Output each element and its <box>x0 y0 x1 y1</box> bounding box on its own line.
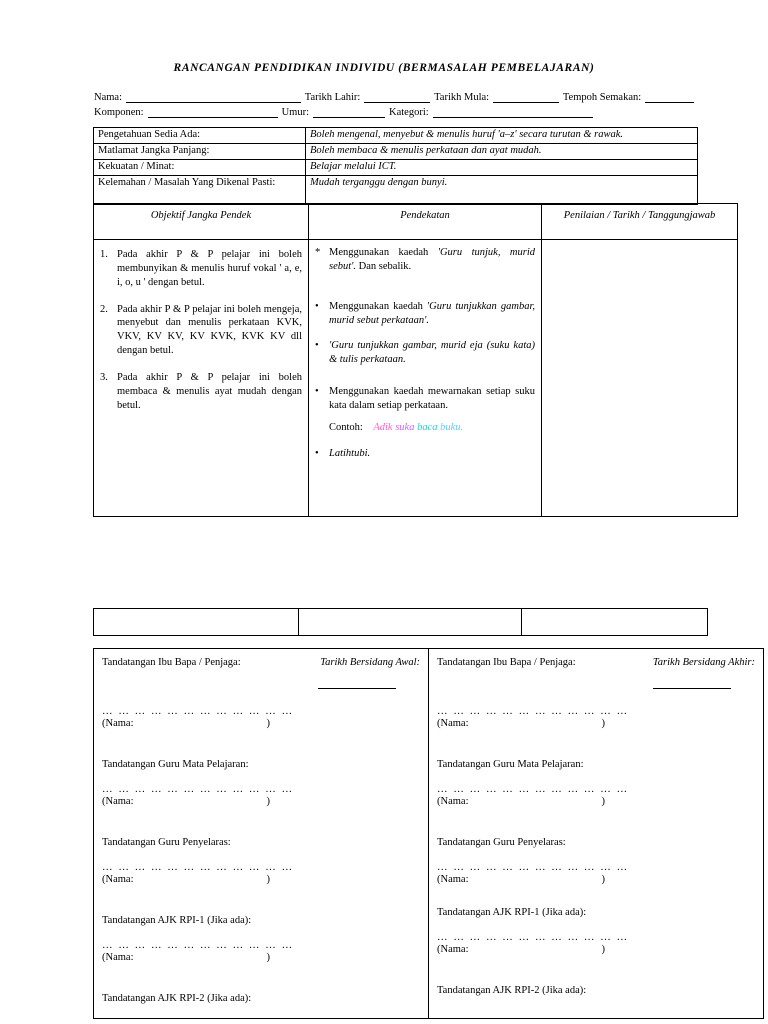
objective-text: Pada akhir P & P pelajar ini boleh membaca & menulis ayat mudah dengan betul. <box>117 372 302 411</box>
signature-title: Tandatangan Guru Mata Pelajaran: <box>102 759 249 770</box>
approach-text <box>329 246 535 274</box>
info-value: Belajar melalui ICT. <box>306 160 698 176</box>
komponen-label: Komponen: <box>94 107 144 118</box>
signature-column-right <box>429 649 764 1019</box>
example-label: Contoh: <box>329 421 363 433</box>
approach-cell <box>309 240 542 517</box>
approach-text: Latihtubi. <box>329 447 371 459</box>
umur-input[interactable] <box>313 106 385 118</box>
column-header-penilaian: Penilaian / Tarikh / Tanggungjawab <box>542 204 738 240</box>
objective-number: 1. <box>100 249 108 260</box>
signature-dotted-line[interactable]: … … … … … … … … … … … … <box>437 784 629 795</box>
tarikh-mula-label: Tarikh Mula: <box>434 92 490 103</box>
table-header-row <box>94 204 738 240</box>
signature-title: Tandatangan Guru Penyelaras: <box>437 837 566 848</box>
signature-block-coordinator <box>437 837 755 885</box>
info-value: Mudah terganggu dengan bunyi. <box>306 176 698 205</box>
name-field[interactable] <box>102 952 270 963</box>
example-word-3: baca <box>417 421 438 433</box>
tempoh-semakan-label: Tempoh Semakan: <box>562 92 642 103</box>
signature-title: Tandatangan AJK RPI-1 (Jika ada): <box>102 915 252 926</box>
signature-heading <box>102 657 420 668</box>
name-label: (Nama: <box>437 874 469 885</box>
signature-dotted-line[interactable]: … … … … … … … … … … … … <box>437 706 629 717</box>
empty-strip-table <box>93 608 708 636</box>
name-field[interactable] <box>102 796 270 807</box>
name-close: ) <box>601 874 605 885</box>
example-word-2: suka <box>395 421 415 433</box>
bullet-marker: • <box>315 300 319 312</box>
name-close: ) <box>266 952 270 963</box>
date-input[interactable] <box>318 678 396 689</box>
date-label: Tarikh Bersidang Akhir: <box>652 657 755 668</box>
kategori-input[interactable] <box>433 106 593 118</box>
signature-block-coordinator <box>102 837 420 885</box>
main-table <box>93 203 738 517</box>
signature-title: Tandatangan AJK RPI-2 (Jika ada): <box>437 985 587 996</box>
column-header-objektif: Objektif Jangka Pendek <box>94 204 309 240</box>
strip-cell-3[interactable] <box>522 609 708 636</box>
list-item <box>315 339 535 367</box>
signature-heading <box>102 837 420 848</box>
signature-title: Tandatangan AJK RPI-1 (Jika ada): <box>437 907 587 918</box>
table-row <box>94 144 698 160</box>
identity-row-1 <box>94 88 698 103</box>
signature-column-left <box>94 649 429 1019</box>
name-close: ) <box>601 718 605 729</box>
name-field[interactable] <box>437 796 605 807</box>
signature-block-ajk2 <box>102 993 420 1004</box>
table-row <box>94 176 698 205</box>
approach-list <box>315 246 535 461</box>
identity-block <box>94 88 698 118</box>
objective-text: Pada akhir P & P pelajar ini boleh membunyikan & menulis huruf vokal ' a, e, i, o, u ' dengan betul. <box>117 249 302 288</box>
signature-dotted-line[interactable]: … … … … … … … … … … … … <box>102 784 294 795</box>
approach-text-italic: 'Guru tunjukkan gambar, murid sebut perkataan'. <box>329 300 535 326</box>
tarikh-lahir-input[interactable] <box>364 91 430 103</box>
example-line <box>329 421 535 435</box>
list-item <box>315 385 535 435</box>
name-close: ) <box>266 796 270 807</box>
approach-text-tail: Dan sebalik. <box>356 260 412 272</box>
name-label: (Nama: <box>102 718 134 729</box>
signature-block-subject-teacher <box>102 759 420 807</box>
signature-title: Tandatangan AJK RPI-2 (Jika ada): <box>102 993 252 1004</box>
date-line-wrap <box>102 668 420 692</box>
approach-text <box>329 385 535 435</box>
objective-text: Pada akhir P & P pelajar ini boleh mengeja, menyebut dan menulis perkataan KVK, VKV, KV KV, KV KVK, KVK KV dll dengan betul. <box>117 303 302 357</box>
approach-text-plain: Menggunakan kaedah mewarnakan setiap suku kata dalam setiap perkataan. <box>329 386 535 412</box>
bullet-marker: • <box>315 447 319 459</box>
bullet-marker: * <box>315 247 321 258</box>
tarikh-lahir-label: Tarikh Lahir: <box>304 92 361 103</box>
name-close: ) <box>266 718 270 729</box>
signature-block-ajk1 <box>102 915 420 963</box>
info-key: Matlamat Jangka Panjang: <box>94 144 306 160</box>
bullet-marker: • <box>315 386 319 398</box>
table-row <box>94 649 764 1019</box>
signature-heading <box>437 907 755 918</box>
approach-text <box>329 300 535 328</box>
signature-heading <box>102 993 420 1004</box>
list-item <box>100 303 302 358</box>
name-label: (Nama: <box>437 718 469 729</box>
info-value: Boleh mengenal, menyebut & menulis huruf 'a–z' secara turutan & rawak. <box>306 128 698 144</box>
column-header-pendekatan: Pendekatan <box>309 204 542 240</box>
name-field[interactable] <box>437 944 605 955</box>
signature-heading <box>102 915 420 926</box>
name-label: (Nama: <box>102 796 134 807</box>
approach-text-plain: Menggunakan kaedah <box>329 300 427 312</box>
kategori-label: Kategori: <box>389 107 429 118</box>
signature-dotted-line[interactable]: … … … … … … … … … … … … <box>102 706 294 717</box>
date-input[interactable] <box>653 678 731 689</box>
objective-number: 2. <box>100 303 108 315</box>
date-label: Tarikh Bersidang Awal: <box>320 657 420 668</box>
list-item <box>100 371 302 413</box>
objectives-cell <box>94 240 309 517</box>
signature-title: Tandatangan Ibu Bapa / Penjaga: <box>102 657 241 668</box>
objective-list <box>100 248 302 413</box>
table-row <box>94 160 698 176</box>
signature-heading <box>437 657 755 668</box>
info-value: Boleh membaca & menulis perkataan dan ayat mudah. <box>306 144 698 160</box>
signature-block-ajk1 <box>437 907 755 955</box>
tarikh-mula-input[interactable] <box>493 91 559 103</box>
approach-text-italic: 'Guru tunjukkan gambar, murid eja (suku kata) & tulis perkataan. <box>329 340 535 366</box>
signature-dotted-line[interactable]: … … … … … … … … … … … … <box>102 940 294 951</box>
signature-dotted-line[interactable]: … … … … … … … … … … … … <box>437 932 629 943</box>
signature-heading <box>437 985 755 996</box>
name-label: (Nama: <box>437 944 469 955</box>
example-word-4: buku. <box>440 421 464 433</box>
signature-heading <box>437 837 755 848</box>
info-key: Kekuatan / Minat: <box>94 160 306 176</box>
name-field[interactable] <box>102 718 270 729</box>
nama-input[interactable] <box>126 91 301 103</box>
signature-block-ajk2 <box>437 985 755 996</box>
signature-heading <box>437 759 755 770</box>
date-line-wrap <box>437 668 755 692</box>
name-field[interactable] <box>437 874 605 885</box>
signature-title: Tandatangan Guru Penyelaras: <box>102 837 231 848</box>
signature-dotted-line[interactable]: … … … … … … … … … … … … <box>437 862 629 873</box>
signature-table <box>93 648 764 1019</box>
signature-block-parent <box>437 657 755 729</box>
tempoh-semakan-input[interactable] <box>645 91 694 103</box>
signature-block-subject-teacher <box>437 759 755 807</box>
list-item <box>315 300 535 328</box>
bullet-marker: • <box>315 340 319 352</box>
name-field[interactable] <box>102 874 270 885</box>
approach-text-italic: 'Guru tunjuk, murid sebut'. <box>329 247 535 272</box>
info-table <box>93 127 698 205</box>
strip-cell-2[interactable] <box>299 609 522 636</box>
name-close: ) <box>601 796 605 807</box>
list-item <box>315 447 535 461</box>
name-close: ) <box>601 944 605 955</box>
signature-dotted-line[interactable]: … … … … … … … … … … … … <box>102 862 294 873</box>
strip-cell-1[interactable] <box>94 609 299 636</box>
signature-block-parent <box>102 657 420 729</box>
name-label: (Nama: <box>102 874 134 885</box>
identity-row-2 <box>94 103 698 118</box>
evaluation-cell[interactable] <box>542 240 738 517</box>
name-label: (Nama: <box>102 952 134 963</box>
info-key: Kelemahan / Masalah Yang Dikenal Pasti: <box>94 176 306 205</box>
name-close: ) <box>266 874 270 885</box>
table-row <box>94 240 738 517</box>
table-row <box>94 609 708 636</box>
objective-number: 3. <box>100 372 108 384</box>
name-label: (Nama: <box>437 796 469 807</box>
nama-label: Nama: <box>94 92 122 103</box>
table-row <box>94 128 698 144</box>
signature-title: Tandatangan Ibu Bapa / Penjaga: <box>437 657 576 668</box>
name-field[interactable] <box>437 718 605 729</box>
signature-heading <box>102 759 420 770</box>
list-item <box>100 248 302 290</box>
approach-text-plain: Menggunakan kaedah <box>329 247 438 258</box>
list-item <box>315 246 535 274</box>
komponen-input[interactable] <box>148 106 278 118</box>
page-title: RANCANGAN PENDIDIKAN INDIVIDU (BERMASALAH PEMBELAJARAN) <box>173 62 595 74</box>
umur-label: Umur: <box>281 107 309 118</box>
example-word-1: Adik <box>373 421 393 433</box>
info-key: Pengetahuan Sedia Ada: <box>94 128 306 144</box>
signature-title: Tandatangan Guru Mata Pelajaran: <box>437 759 584 770</box>
